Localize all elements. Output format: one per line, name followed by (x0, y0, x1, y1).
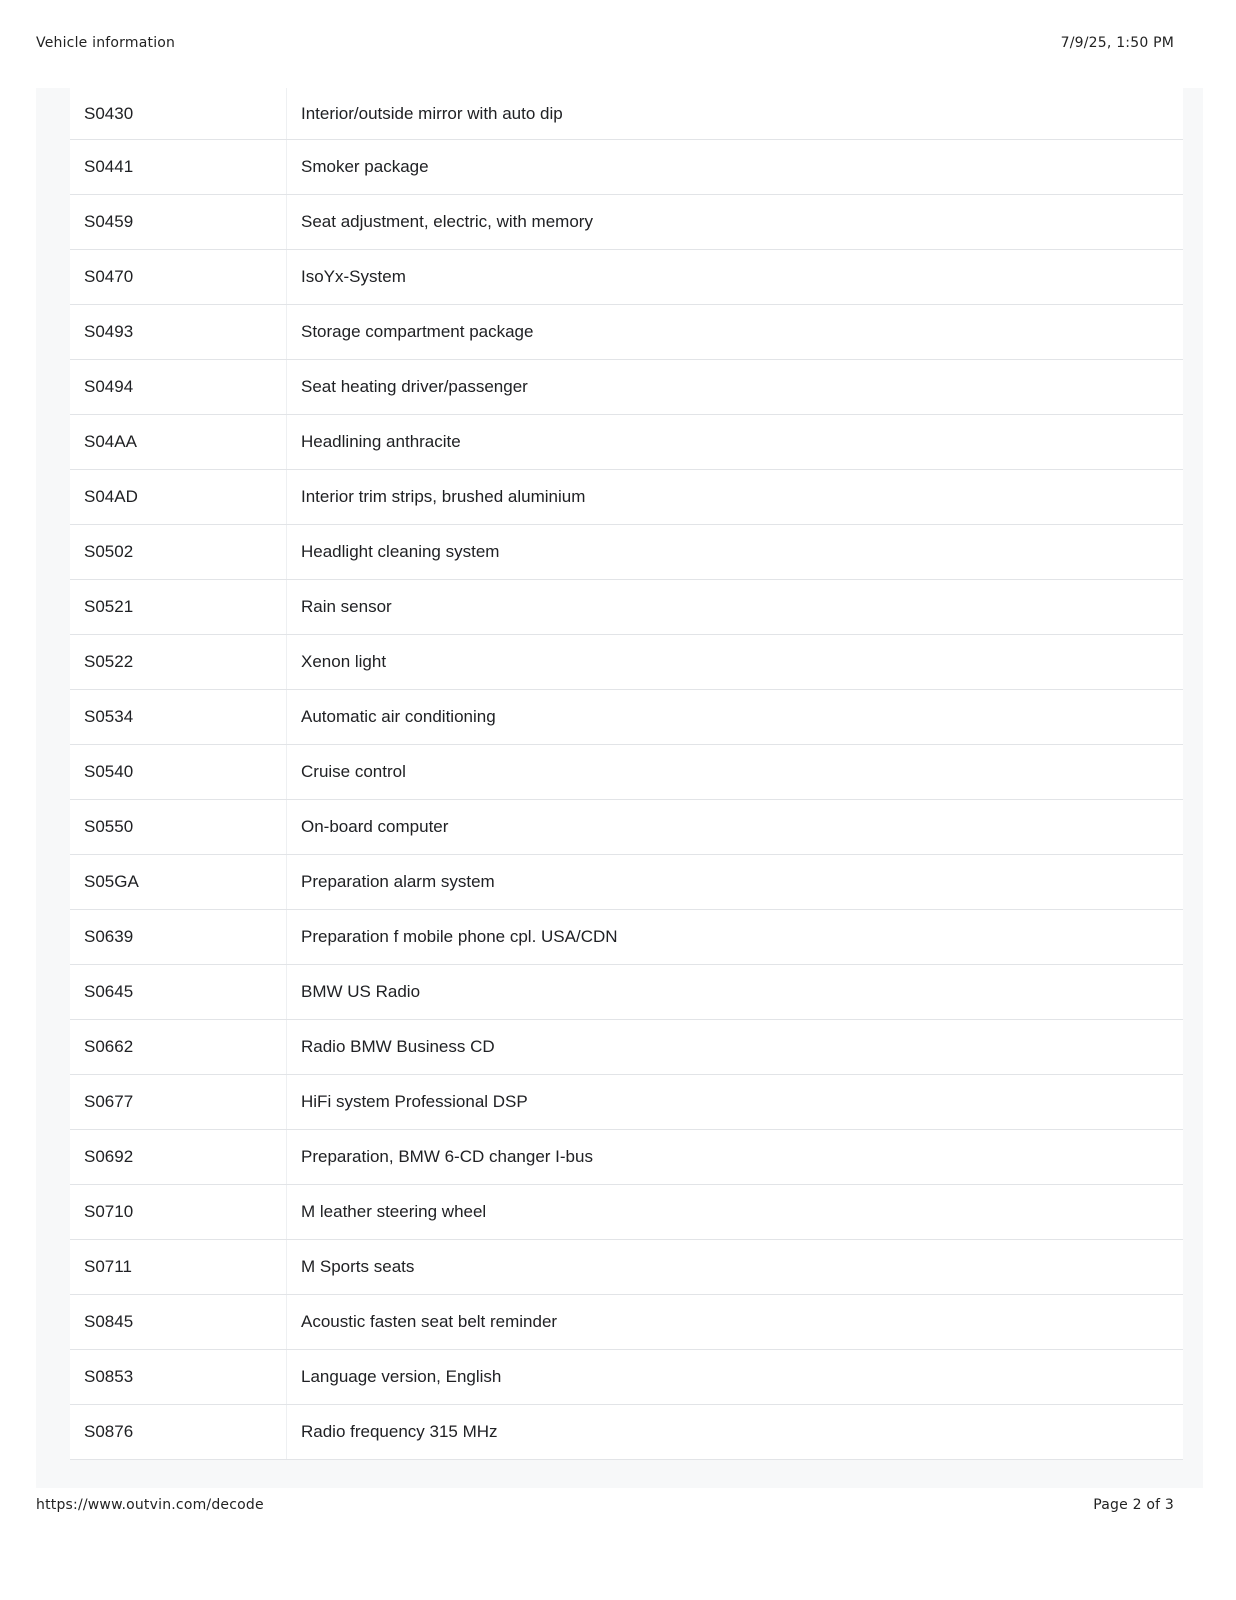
options-table (70, 88, 1183, 1460)
option-code: S0459 (70, 195, 287, 249)
options-panel (36, 88, 1203, 1488)
source-url[interactable]: https://www.outvin.com/decode (36, 1497, 264, 1513)
option-code: S0470 (70, 250, 287, 304)
page-number: Page 2 of 3 (1093, 1497, 1174, 1513)
option-code: S0853 (70, 1350, 287, 1404)
option-code: S0662 (70, 1020, 287, 1074)
table-row (70, 1240, 1183, 1295)
option-description: Interior trim strips, brushed aluminium (301, 487, 586, 506)
page-title: Vehicle information (36, 35, 176, 51)
table-row (70, 1185, 1183, 1240)
option-code: S0692 (70, 1130, 287, 1184)
option-description: Headlining anthracite (301, 432, 461, 451)
table-row (70, 1130, 1183, 1185)
option-code: S05GA (70, 855, 287, 909)
table-row (70, 910, 1183, 965)
option-description: Cruise control (301, 762, 406, 781)
table-row (70, 195, 1183, 250)
option-description: HiFi system Professional DSP (301, 1092, 528, 1111)
table-row (70, 1075, 1183, 1130)
table-row (70, 745, 1183, 800)
option-description: Preparation alarm system (301, 872, 495, 891)
option-code: S04AD (70, 470, 287, 524)
table-row (70, 1020, 1183, 1075)
option-code: S0494 (70, 360, 287, 414)
option-description: Preparation f mobile phone cpl. USA/CDN (301, 927, 618, 946)
option-description: Radio BMW Business CD (301, 1037, 495, 1056)
option-code: S0521 (70, 580, 287, 634)
option-code: S0540 (70, 745, 287, 799)
option-description: Preparation, BMW 6-CD changer I-bus (301, 1147, 593, 1166)
option-description: M leather steering wheel (301, 1202, 487, 1221)
option-code: S0710 (70, 1185, 287, 1239)
option-code: S0430 (70, 88, 287, 139)
option-description: Automatic air conditioning (301, 707, 496, 726)
option-description: Acoustic fasten seat belt reminder (301, 1312, 558, 1331)
option-code: S04AA (70, 415, 287, 469)
option-description: Storage compartment package (301, 322, 534, 341)
option-code: S0522 (70, 635, 287, 689)
option-description: Headlight cleaning system (301, 542, 500, 561)
option-description: Seat heating driver/passenger (301, 377, 528, 396)
option-description: Rain sensor (301, 597, 392, 616)
table-row (70, 305, 1183, 360)
option-code: S0534 (70, 690, 287, 744)
table-row (70, 415, 1183, 470)
table-row (70, 470, 1183, 525)
option-code: S0441 (70, 140, 287, 194)
option-description: Interior/outside mirror with auto dip (301, 103, 563, 123)
option-description: Smoker package (301, 157, 429, 176)
option-description: M Sports seats (301, 1257, 415, 1276)
option-code: S0711 (70, 1240, 287, 1294)
option-code: S0550 (70, 800, 287, 854)
table-row (70, 88, 1183, 140)
option-description: Xenon light (301, 652, 387, 671)
option-description: Seat adjustment, electric, with memory (301, 212, 593, 231)
table-row (70, 580, 1183, 635)
table-row (70, 140, 1183, 195)
option-description: On-board computer (301, 817, 449, 836)
option-description: Language version, English (301, 1367, 502, 1386)
option-code: S0639 (70, 910, 287, 964)
option-code: S0677 (70, 1075, 287, 1129)
option-description: Radio frequency 315 MHz (301, 1422, 498, 1441)
option-description: IsoYx-System (301, 267, 406, 286)
table-row (70, 690, 1183, 745)
option-code: S0845 (70, 1295, 287, 1349)
table-row (70, 1350, 1183, 1405)
print-footer (36, 1497, 1174, 1513)
table-row (70, 800, 1183, 855)
option-code: S0876 (70, 1405, 287, 1459)
option-description: BMW US Radio (301, 982, 421, 1001)
table-row (70, 360, 1183, 415)
table-row (70, 250, 1183, 305)
table-row (70, 965, 1183, 1020)
table-row (70, 1405, 1183, 1460)
table-row (70, 635, 1183, 690)
option-code: S0645 (70, 965, 287, 1019)
option-code: S0493 (70, 305, 287, 359)
table-row (70, 855, 1183, 910)
print-datetime: 7/9/25, 1:50 PM (1060, 35, 1174, 51)
table-row (70, 1295, 1183, 1350)
print-header (36, 35, 1174, 51)
option-code: S0502 (70, 525, 287, 579)
table-row (70, 525, 1183, 580)
